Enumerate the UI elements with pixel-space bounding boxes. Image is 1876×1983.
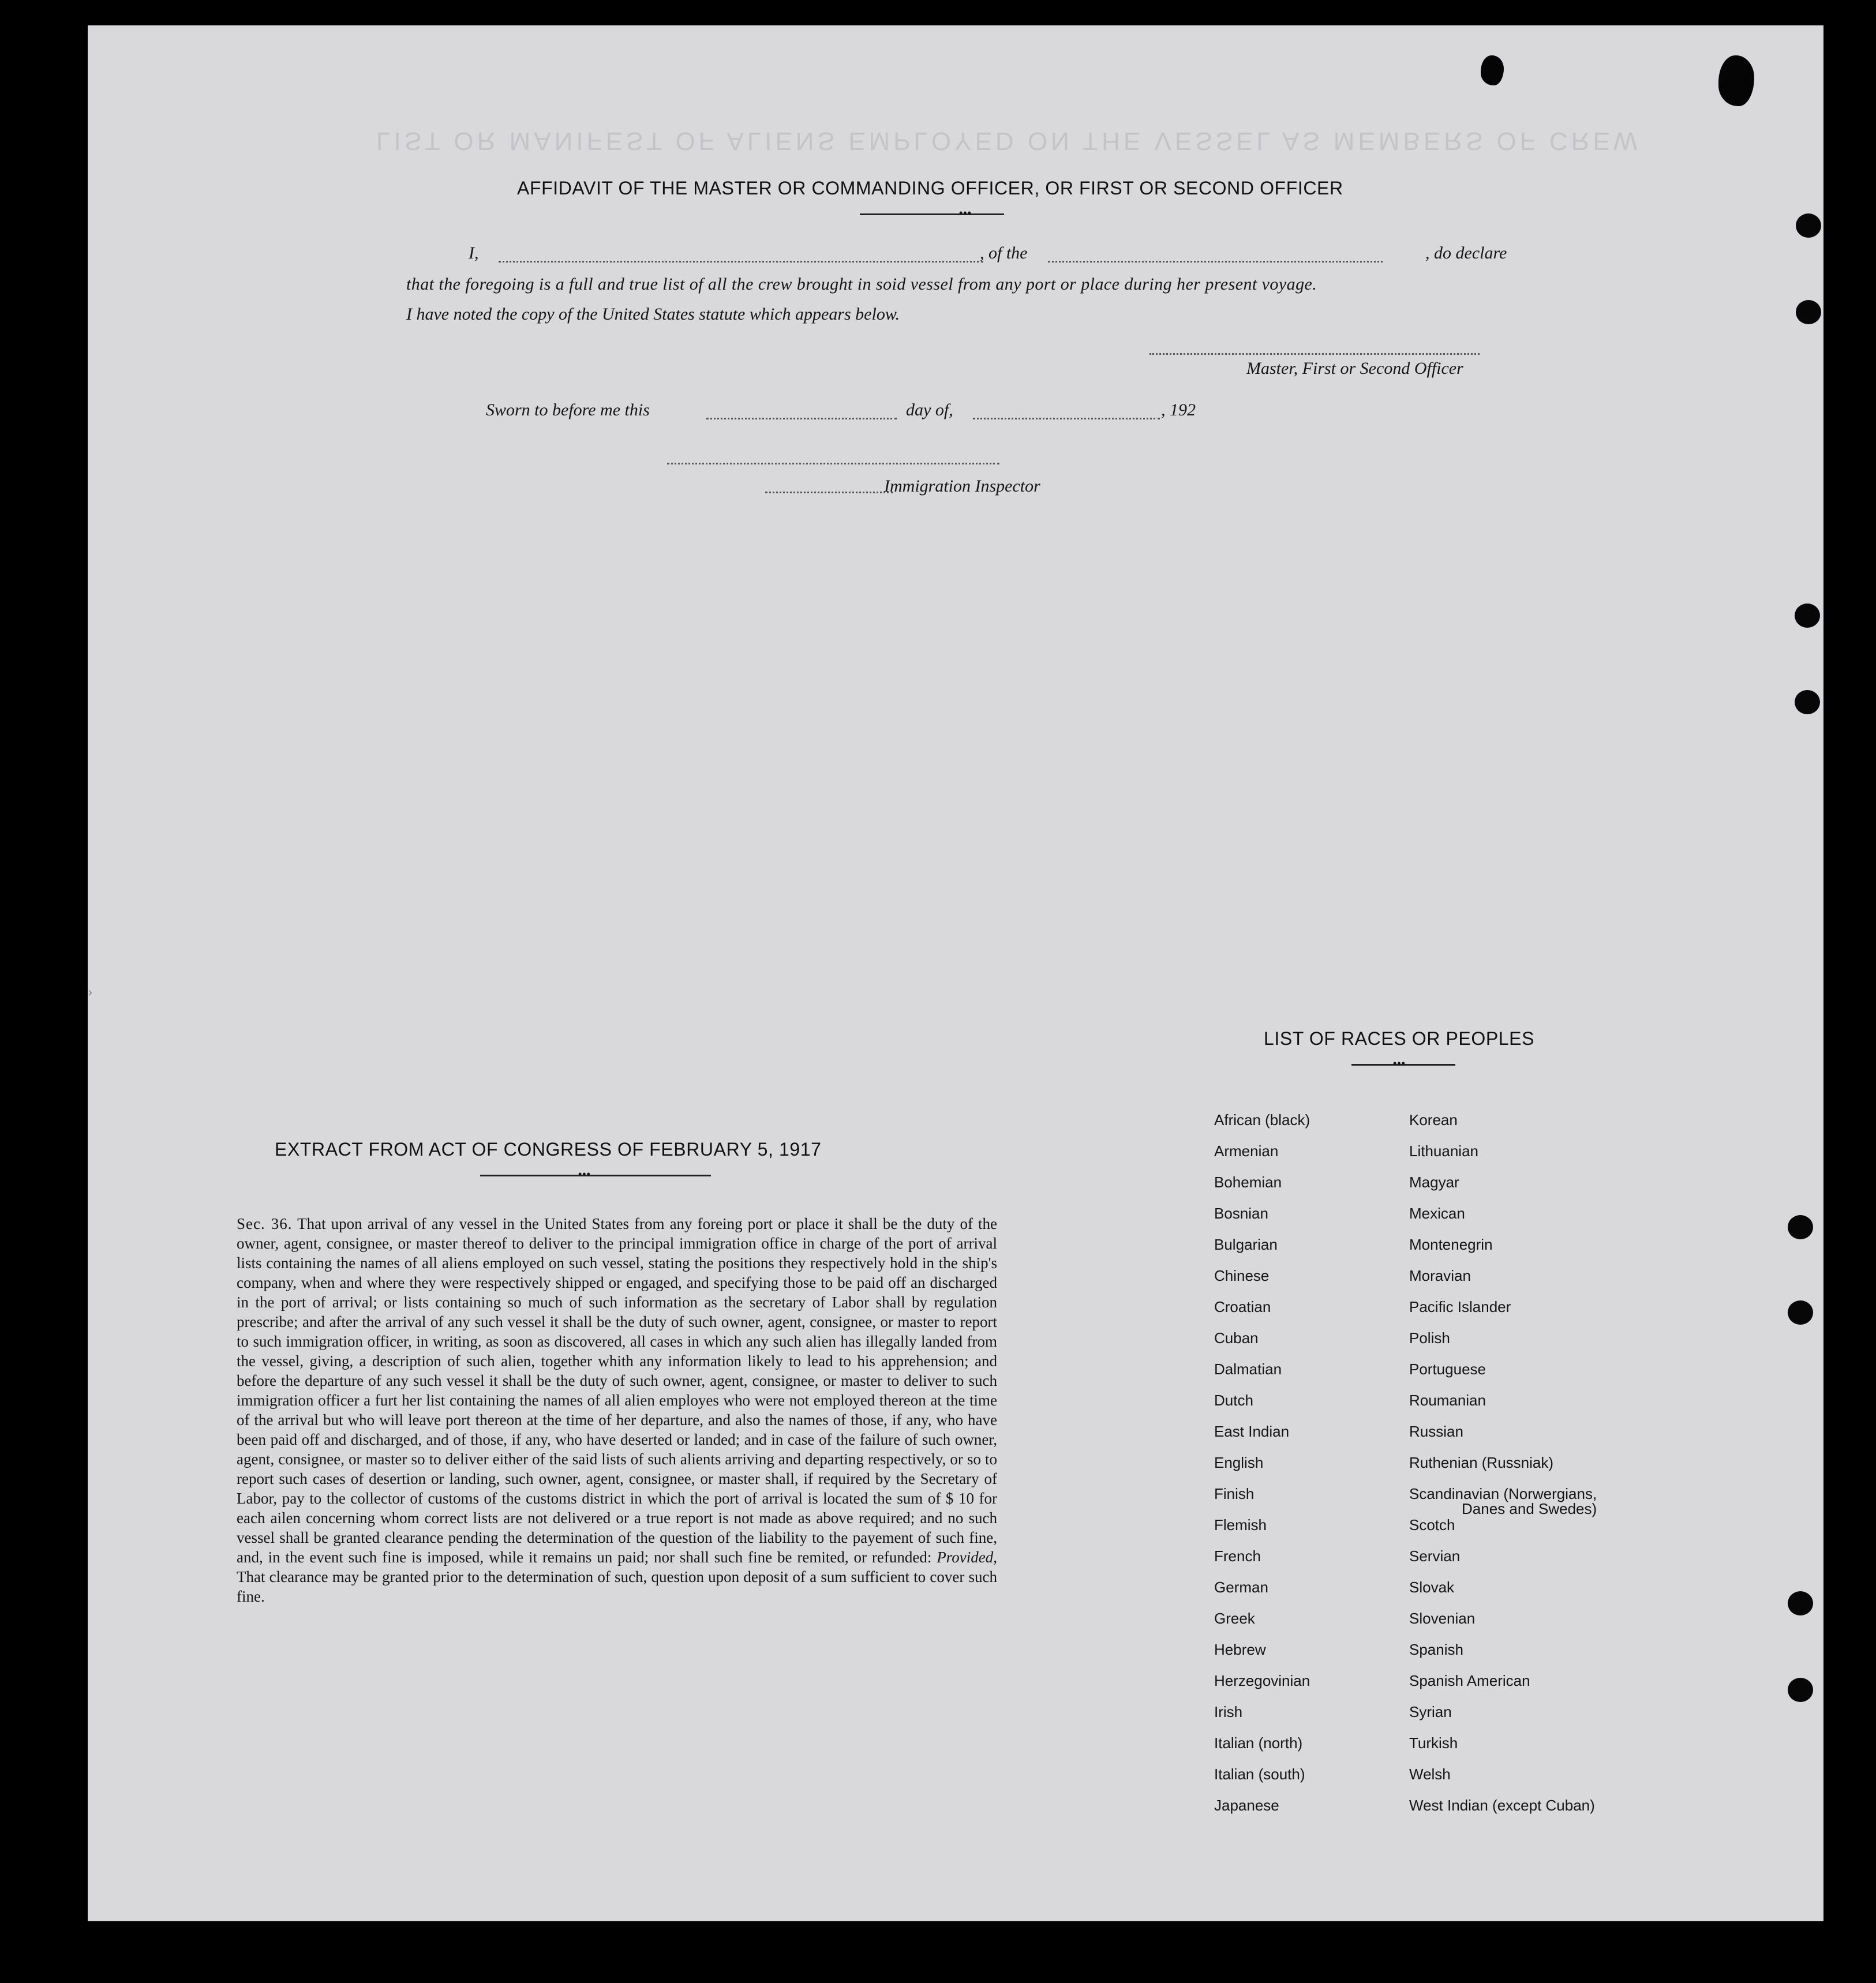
- race-item: Slovak: [1409, 1579, 1455, 1596]
- race-item: Greek: [1214, 1610, 1255, 1627]
- race-item: Pacific Islander: [1409, 1298, 1511, 1315]
- punch-hole: [1788, 1678, 1813, 1702]
- name-blank: [499, 261, 983, 263]
- section-text: That upon arrival of any vessel in the United States from any foreing port or place it shall be the duty of the owner, agent, consignee, or master thereof to deliver to the principal immigration office in charge of the port of arrival lists containing the names of all aliens employed on such vessel, stating the positions they respectively hold in the ship's company, when and where they were respectively shipped or engaged, and specifying those to be paid off an discharged in the port of arrival; or lists containing so much of such information as the secretary of Labor shall by regulation prescribe; and after the arrival of any such vessel it shall be the duty of such owner, agent, consignee, or master to report to such immigration officer, in writing, as soon as discovered, all cases in which any such alien has illegally landed from the vessel, giving, a description of such alien, together whith any information likely to lead to his apprehension; and before the departure of any such vessel it shall be the duty of such owner, agent, consignee, or master to deliver to such immigration officer a furt her list containing the names of all alien employes who were not employed thereon at the time of the arrival but who will leave port thereon at the time of her departure, and also the names of those, if any, who have been paid off and discharged, and of those, if any, who have deserted or landed; and in case of the failure of such owner, agent, consignee, or master so to deliver either of the said lists of such alients arriving and departing respectively, or so to report such cases of desertion or landing, such owner, agent, consignee, or master shall, if required by the Secretary of Labor, pay to the collector of customs of the customs district in which the port of arrival is located the sum of $ 10 for each ailen concerning whom correct lists are not delivered or a true report is not made as above required; and no such vessel shall be granted clearance pending the determination of the question of the liability to the payement of such fine, and, in the event such fine is imposed, while it remains un paid; nor shall such fine be remited, or refunded:: [237, 1215, 998, 1566]
- sworn-day-label: day of,: [906, 400, 953, 419]
- affidavit-statement: that the foregoing is a full and true list of all the crew brought in soid vessel from any port or place during her present voyage.: [406, 275, 1317, 294]
- vessel-blank: [1048, 261, 1383, 263]
- inspector-line: [765, 492, 893, 493]
- edge-mark: ›: [88, 983, 93, 1000]
- race-item: East Indian: [1214, 1423, 1290, 1440]
- punch-hole: [1796, 213, 1821, 238]
- affidavit-statute-note: I have noted the copy of the United States statute which appears below.: [406, 305, 900, 324]
- section-label: Sec. 36.: [237, 1215, 293, 1232]
- race-item: Irish: [1214, 1703, 1243, 1720]
- race-item: Roumanian: [1409, 1392, 1486, 1409]
- race-item: Magyar: [1409, 1174, 1459, 1191]
- race-item: Scotch: [1409, 1516, 1455, 1534]
- race-item: Scandinavian (Norwergians, Danes and Swedes): [1409, 1485, 1597, 1517]
- inspector-line-upper: [667, 463, 999, 464]
- race-item: Dalmatian: [1214, 1360, 1282, 1378]
- inspector-label: Immigration Inspector: [884, 477, 1040, 496]
- race-item: Spanish American: [1409, 1672, 1530, 1689]
- affidavit-rule: [860, 213, 1004, 215]
- race-item: Mexican: [1409, 1205, 1465, 1222]
- race-item: Lithuanian: [1409, 1142, 1478, 1160]
- affidavit-ornament: •••: [959, 207, 972, 219]
- race-item: Bohemian: [1214, 1174, 1282, 1191]
- race-item: Hebrew: [1214, 1641, 1266, 1658]
- section-text-end: That clearance may be granted prior to the determination of such, question upon deposit of a sum sufficient to cover such fine.: [237, 1568, 997, 1605]
- affidavit-title: AFFIDAVIT OF THE MASTER OR COMMANDING OFFICER, OR FIRST OR SECOND OFFICER: [517, 178, 1343, 198]
- race-item: West Indian (except Cuban): [1409, 1797, 1595, 1814]
- provided-word: Provided,: [937, 1549, 998, 1566]
- punch-hole: [1796, 300, 1821, 324]
- race-item: Herzegovinian: [1214, 1672, 1310, 1689]
- document-page: [88, 25, 1823, 1921]
- race-item: Italian (south): [1214, 1765, 1305, 1783]
- punch-hole: [1788, 1300, 1813, 1325]
- extract-ornament: •••: [578, 1168, 591, 1180]
- punch-hole: [1795, 690, 1820, 714]
- punch-hole: [1795, 603, 1820, 628]
- race-item: Chinese: [1214, 1267, 1270, 1284]
- race-item: Bosnian: [1214, 1205, 1268, 1222]
- race-item: Portuguese: [1409, 1360, 1486, 1378]
- signature-label: Master, First or Second Officer: [1246, 359, 1463, 378]
- race-item: Cuban: [1214, 1329, 1259, 1347]
- race-item: Bulgarian: [1214, 1236, 1278, 1253]
- race-item: Spanish: [1409, 1641, 1463, 1658]
- race-item: African (black): [1214, 1111, 1310, 1129]
- race-item: Slovenian: [1409, 1610, 1476, 1627]
- race-item: Turkish: [1409, 1734, 1458, 1752]
- race-item: English: [1214, 1454, 1264, 1471]
- sworn-month-blank: [973, 418, 1160, 419]
- race-item: Flemish: [1214, 1516, 1267, 1534]
- extract-rule: [480, 1175, 711, 1176]
- race-item-continuation: Danes and Swedes): [1462, 1500, 1597, 1517]
- race-item: French: [1214, 1547, 1261, 1565]
- race-item: Syrian: [1409, 1703, 1452, 1720]
- extract-body: [237, 1214, 997, 1606]
- sworn-prefix: Sworn to before me this: [486, 400, 650, 419]
- race-item: Finish: [1214, 1485, 1255, 1502]
- race-item: Ruthenian (Russniak): [1409, 1454, 1554, 1471]
- race-item: Dutch: [1214, 1392, 1253, 1409]
- race-item: Italian (north): [1214, 1734, 1303, 1752]
- sworn-day-blank: [706, 418, 897, 419]
- extract-title: EXTRACT FROM ACT OF CONGRESS OF FEBRUARY 5, 1917: [275, 1139, 822, 1160]
- race-item: Servian: [1409, 1547, 1461, 1565]
- race-item: Armenian: [1214, 1142, 1279, 1160]
- signature-line: [1149, 353, 1480, 355]
- race-item: Korean: [1409, 1111, 1458, 1129]
- bleed-through-header: LIST OR MANIFEST OF ALIENS EMPLOYED ON THE VESSEL AS MEMBERS OF CREW: [376, 127, 1641, 155]
- ink-blot-hole: [1481, 55, 1504, 85]
- race-item: Japanese: [1214, 1797, 1279, 1814]
- affidavit-i-label: I,: [469, 243, 479, 263]
- race-item: Croatian: [1214, 1298, 1271, 1315]
- race-item: Moravian: [1409, 1267, 1471, 1284]
- race-item: Russian: [1409, 1423, 1463, 1440]
- punch-hole: [1788, 1591, 1813, 1615]
- races-title: LIST OF RACES OR PEOPLES: [1264, 1028, 1535, 1049]
- race-item: Montenegrin: [1409, 1236, 1493, 1253]
- affidavit-declare: , do declare: [1425, 243, 1507, 263]
- race-item: German: [1214, 1579, 1268, 1596]
- races-ornament: •••: [1393, 1058, 1406, 1069]
- race-item: Welsh: [1409, 1765, 1451, 1783]
- affidavit-of-the: , of the: [980, 243, 1028, 263]
- ink-blot-hole: [1718, 55, 1754, 106]
- sworn-year: , 192: [1161, 400, 1196, 419]
- punch-hole: [1788, 1215, 1813, 1239]
- race-item: Polish: [1409, 1329, 1450, 1347]
